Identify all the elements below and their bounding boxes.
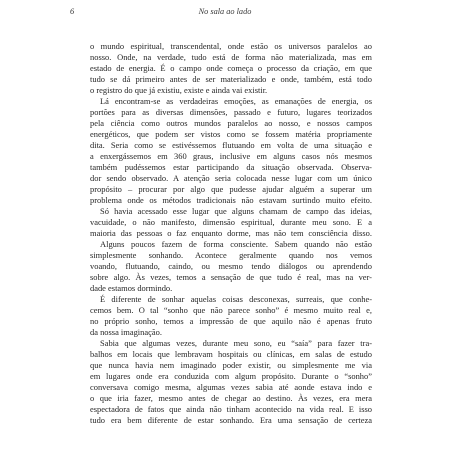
page-number: 6 <box>70 7 75 16</box>
text-line: nosso. Onde, na verdade, tudo está de forma não materializada, mas em <box>90 52 372 62</box>
text-line: pela ciência como outros mundos paralelos ao nosso, e nossos campos <box>90 118 372 128</box>
body-text <box>90 41 372 426</box>
text-line: em lugares onde era conduzida com algum propósito. Durante o “sonho” <box>90 371 372 381</box>
text-line: tudo era bem diferente de estar sonhando. Era uma sensação de certeza <box>90 415 372 425</box>
text-line: espectadora de fatos que ainda não tinham acontecido na vida real. E isso <box>90 404 372 414</box>
text-line: também pudéssemos estar participando da situação observada. Observa- <box>90 162 372 172</box>
text-line: a enxergássemos em 360 graus, inclusive em alguns casos nós mesmos <box>90 151 372 161</box>
text-line: portões para as diversas dimensões, passado e futuro, lugares teorizados <box>90 107 372 117</box>
text-line: sobre algo. Às vezes, temos a sensação de que tudo é real, mas na ver- <box>90 272 372 282</box>
text-line: tudo se dá primeiro antes de ser materializado e onde, também, está todo <box>90 74 372 84</box>
text-line: o mundo espiritual, transcendental, onde estão os universos paralelos ao <box>90 41 372 51</box>
text-line: Só havia acessado esse lugar que alguns chamam de campo das ideias, <box>100 206 372 216</box>
text-line: problema onde os métodos tradicionais não estavam surtindo muito efeito. <box>90 195 372 205</box>
text-line: o registro do que já existiu, existe e ainda vai existir. <box>90 85 268 95</box>
text-line: o que iria fazer, mesmo antes de chegar ao destino. Às vezes, era mera <box>90 393 372 403</box>
text-line: da nossa imaginação. <box>90 327 162 337</box>
running-title: No sala ao lado <box>198 7 252 16</box>
text-line: maioria das pessoas o faz enquanto dorme, mas não tem consciência disso. <box>90 228 372 238</box>
text-line: energéticos, que podem ser vistos como se fossem matéria propriamente <box>90 129 372 139</box>
text-line: simplesmente sonhando. Acontece geralmente quando nos vemos <box>90 250 372 260</box>
text-line: É diferente de sonhar aquelas coisas desconexas, surreais, que conhe- <box>100 294 372 304</box>
text-line: Sabia que algumas vezes, durante meu sono, eu “saía” para fazer tra- <box>100 338 372 348</box>
text-line: Lá encontram-se as verdadeiras emoções, as emanações de energia, os <box>100 96 372 106</box>
text-line: dita. Seria como se estivéssemos flutuando em volta de uma situação e <box>90 140 372 150</box>
page-header <box>70 4 380 20</box>
text-line: que nunca havia nem imaginado poder existir, ou simplesmente me via <box>90 360 372 370</box>
text-line: vacuidade, o não manifesto, dimensão espiritual, durante meu sono. E a <box>90 217 372 227</box>
text-line: conversava comigo mesma, algumas vezes sabia até aonde estava indo e <box>90 382 372 392</box>
text-line: voando, flutuando, caindo, ou mesmo tendo diálogos ou aprendendo <box>90 261 372 271</box>
text-line: Alguns poucos fazem de forma consciente. Sabem quando não estão <box>100 239 372 249</box>
text-line: dade estamos dormindo. <box>90 283 173 293</box>
text-line: estado de energia. É o campo onde começa o processo da criação, em que <box>90 63 372 73</box>
text-line: balhos em locais que lembravam hospitais ou clínicas, em salas de estudo <box>90 349 372 359</box>
text-line: dor sendo observado. A atenção seria colocada nesse lugar com um único <box>90 173 372 183</box>
text-line: cemos bem. O tal “sonho que não parece sonho” é mesmo muito real e, <box>90 305 372 315</box>
text-line: no próprio sonho, temos a impressão de que aquilo não é apenas fruto <box>90 316 372 326</box>
text-line: propósito – procurar por algo que pudesse ajudar alguém a superar um <box>90 184 372 194</box>
